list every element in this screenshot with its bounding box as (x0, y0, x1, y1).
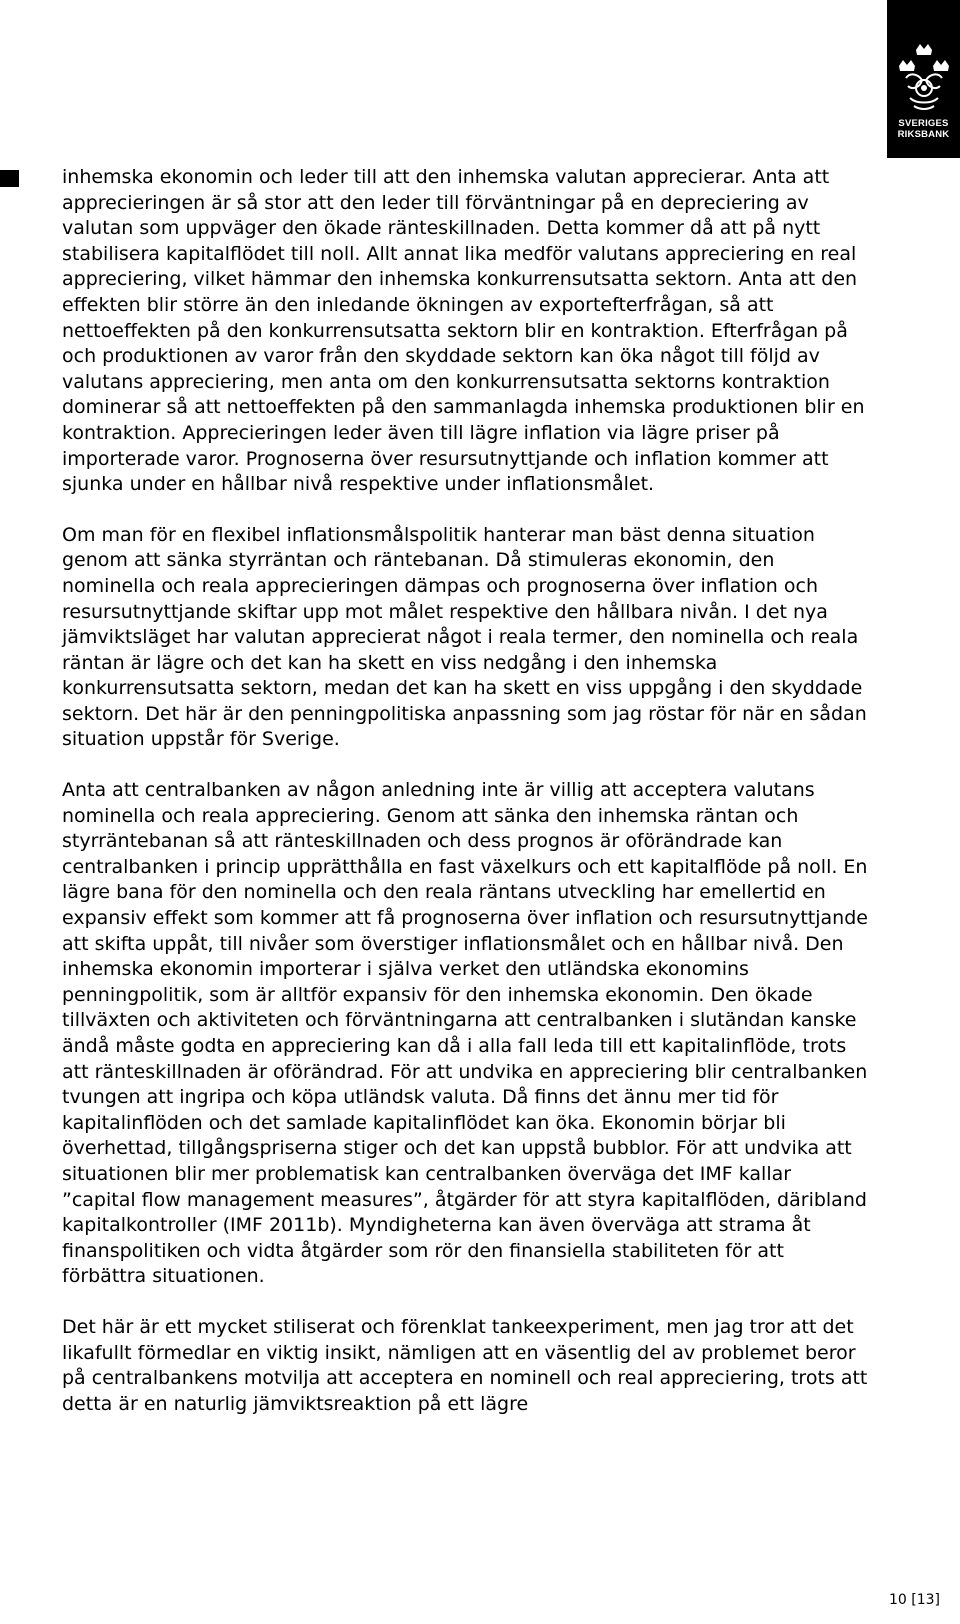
paragraph: Om man för en flexibel inflationsmålspolitik hanterar man bäst denna situation genom att sänka styrräntan och räntebanan. Då stimuleras ekonomin, den nominella och reala apprecieringen dämpas och prognoserna över inflation och resursutnyttjande skiftar upp mot målet respektive den hållbara nivån. I det nya jämviktsläget har valutan apprecierat något i reala termer, den nominella och reala räntan är lägre och det kan ha skett en viss nedgång i den inhemska konkurrensutsatta sektorn, medan det kan ha skett en viss uppgång i den skyddade sektorn. Det här är den penningpolitiska anpassning som jag röstar för när en sådan situation uppstår för Sverige. (62, 523, 867, 751)
paragraph: Det här är ett mycket stiliserat och förenklat tankeexperiment, men jag tror att det likafullt förmedlar en viktig insikt, nämligen att en väsentlig del av problemet beror på centralbankens motvilja att acceptera en nominell och real appreciering, trots att detta är en naturlig jämviktsreaktion på ett lägre (62, 1315, 868, 1415)
logo-line-sveriges: SVERIGES (898, 118, 949, 129)
page-number: 10 [13] (888, 1592, 940, 1608)
paragraph: inhemska ekonomin och leder till att den inhemska valutan apprecierar. Anta att apprecieringen är så stor att den leder till förväntningar på en depreciering av valutan som uppväger den ökade ränteskillnaden. Detta kommer då att på nytt stabilisera kapitalflödet till noll. Allt annat lika medför valutans appreciering en real appreciering, vilket hämmar den inhemska konkurrensutsatta sektorn. Anta att den effekten blir större än den inledande ökningen av exportefterfrågan, så att nettoeffekten på den konkurrensutsatta sektorn blir en kontraktion. Efterfrågan på och produktionen av varor från den skyddade sektorn kan öka något till följd av valutans appreciering, men anta om den konkurrensutsatta sektorns kontraktion dominerar så att nettoeffekten på den sammanlagda inhemska produktionen blir en kontraktion. Apprecieringen leder även till lägre inflation via lägre priser på importerade varor. Prognoserna över resursutnyttjande och inflation kommer att sjunka under en hållbar nivå respektive under inflationsmålet. (62, 166, 865, 496)
logo-line-riksbank: RIKSBANK (897, 129, 950, 140)
paragraph: Anta att centralbanken av någon anledning inte är villig att acceptera valutans nominella och reala appreciering. Genom att sänka den inhemska räntan och styrräntebanan så att ränteskillnaden och dess prognos är oförändrade kan centralbanken i princip upprätthålla en fast växelkurs och ett kapitalflöde på noll. En lägre bana för den nominella och den reala räntans utveckling har emellertid en expansiv effekt som kommer att få prognoserna över inflation och resursutnyttjande att skifta uppåt, till nivåer som överstiger inflationsmålet och en hållbar nivå. Den inhemska ekonomin importerar i själva verket den utländska ekonomins penningpolitik, som är alltför expansiv för den inhemska ekonomin. Den ökade tillväxten och aktiviteten och förväntningarna att centralbanken i slutändan kanske ändå måste godta en appreciering kan då i alla fall leda till ett kapitalinflöde, trots att ränteskillnaden är oförändrad. För att undvika en appreciering blir centralbanken tvungen att ingripa och köpa utländsk valuta. Då finns det ännu mer tid för kapitalinflöden och det samlade kapitalinflödet kan öka. Ekonomin börjar bli överhettad, tillgångspriserna stiger och det kan uppstå bubblor. För att undvika att situationen blir mer problematisk kan centralbanken överväga det IMF kallar ”capital flow management measures”, åtgärder för att styra kapitalflöden, däribland kapitalkontroller (IMF 2011b). Myndigheterna kan även överväga att strama åt finanspolitiken och vidta åtgärder som rör den finansiella stabiliteten för att förbättra situationen. (62, 779, 868, 1288)
section-marker-square (0, 170, 19, 187)
document-body (62, 165, 868, 1442)
riksbank-logo-text (898, 118, 950, 140)
riksbank-logo (887, 0, 960, 158)
riksbank-crown-emblem-icon (896, 40, 952, 116)
